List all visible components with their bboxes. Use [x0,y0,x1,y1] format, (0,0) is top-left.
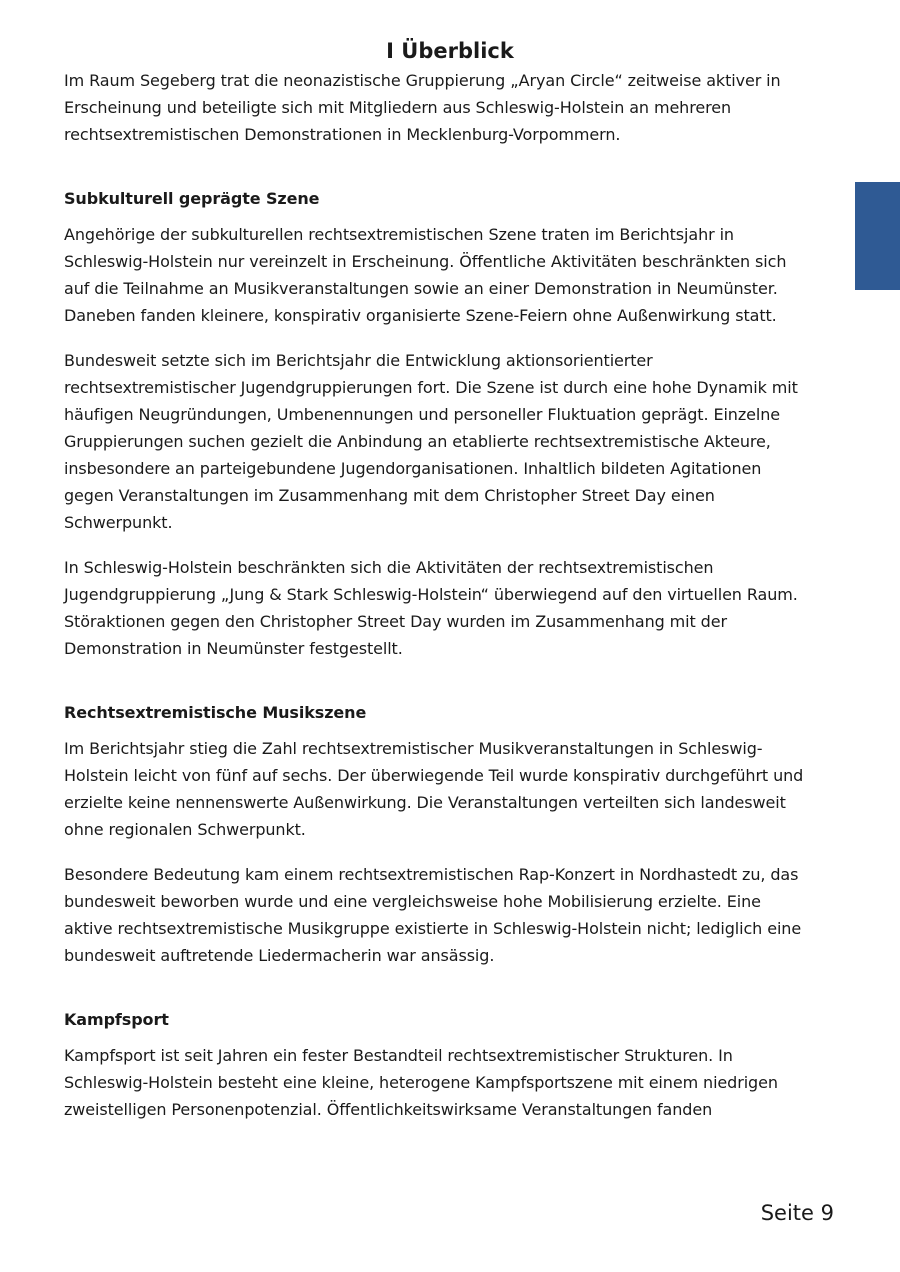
section-heading: Kampfsport [64,1010,169,1029]
section-subkulturell [64,185,804,662]
document-body [64,67,804,1123]
intro-paragraph: Im Raum Segeberg trat die neonazistische Gruppierung „Aryan Circle“ zeitweise aktiver in Erscheinung und beteiligte sich mit Mitgliedern aus Schleswig-Holstein an mehreren rechtsextremistischen Demonstrationen in Mecklenburg-Vorpommern. [64,71,781,144]
paragraph: Bundesweit setzte sich im Berichtsjahr die Entwicklung aktionsorientierter rechtsextremistischer Jugendgruppierungen fort. Die Szene ist durch eine hohe Dynamik mit häufigen Neugründungen, Umbenennungen und personeller Fluktuation geprägt. Einzelne Gruppierungen suchen gezielt die Anbindung an etablierte rechtsextremistische Akteure, insbesondere an parteigebundene Jugendorganisationen. Inhaltlich bildeten Agitationen gegen Veranstaltungen im Zusammenhang mit dem Christopher Street Day einen Schwerpunkt. [64,351,798,532]
section-musikszene [64,699,804,969]
page-title: I Überblick [386,39,514,64]
paragraph: Kampfsport ist seit Jahren ein fester Bestandteil rechtsextremistischer Strukturen. In Schleswig-Holstein besteht eine kleine, heterogene Kampfsportszene mit einem niedrigen zweistelligen Personenpotenzial. Öffentlichkeitswirksame Veranstaltungen fanden [64,1046,778,1119]
paragraph: In Schleswig-Holstein beschränkten sich die Aktivitäten der rechtsextremistischen Jugendgruppierung „Jung & Stark Schleswig-Holstein“ überwiegend auf den virtuellen Raum. Störaktionen gegen den Christopher Street Day wurden im Zusammenhang mit der Demonstration in Neumünster festgestellt. [64,558,798,658]
page-number: Seite 9 [760,1201,834,1225]
paragraph: Angehörige der subkulturellen rechtsextremistischen Szene traten im Berichtsjahr in Schleswig-Holstein nur vereinzelt in Erscheinung. Öffentliche Aktivitäten beschränkten sich auf die Teilnahme an Musikveranstaltungen sowie an einer Demonstration in Neumünster. Daneben fanden kleinere, konspirativ organisierte Szene-Feiern ohne Außenwirkung statt. [64,225,787,325]
paragraph: Im Berichtsjahr stieg die Zahl rechtsextremistischer Musikveranstaltungen in Schleswig-Holstein leicht von fünf auf sechs. Der überwiegende Teil wurde konspirativ durchgeführt und erzielte keine nennenswerte Außenwirkung. Die Veranstaltungen verteilten sich landesweit ohne regionalen Schwerpunkt. [64,739,804,839]
section-kampfsport [64,1006,804,1123]
chapter-marker-tab [855,182,900,290]
section-heading: Subkulturell geprägte Szene [64,189,320,208]
paragraph: Besondere Bedeutung kam einem rechtsextremistischen Rap-Konzert in Nordhastedt zu, das bundesweit beworben wurde und eine vergleichsweise hohe Mobilisierung erzielte. Eine aktive rechtsextremistische Musikgruppe existierte in Schleswig-Holstein nicht; lediglich eine bundesweit auftretende Liedermacherin war ansässig. [64,865,802,965]
section-heading: Rechtsextremistische Musikszene [64,703,367,722]
